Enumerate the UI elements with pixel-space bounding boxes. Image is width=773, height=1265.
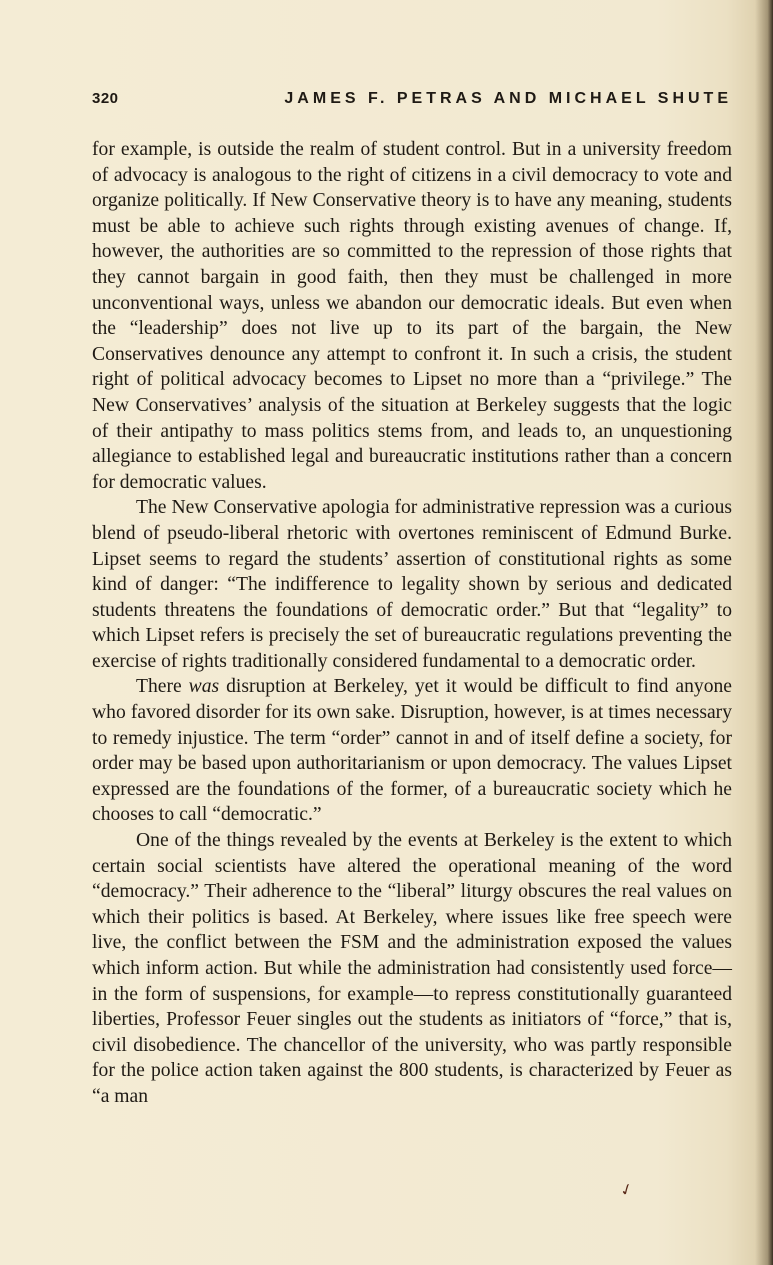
emphasis-was: was — [188, 676, 220, 698]
paragraph-1: for example, is outside the realm of student control. But in a university freedom of advocacy is analogous to the right of citizens in a civil democracy to vote and organize politically. If New Conservative theory is to have any meaning, students must be able to achieve such rights through existing avenues of change. If, however, the authorities are so committed to the repression of those rights that they cannot bargain in good faith, then they must be challenged in more unconventional ways, unless we abandon our democratic ideals. But even when the “leadership” does not live up to its part of the bargain, the New Conservatives denounce any attempt to confront it. In such a crisis, the student right of political advocacy becomes to Lipset no more than a “privilege.” The New Conservatives’ analysis of the situation at Berkeley suggests that the logic of their antipathy to mass politics stems from, and leads to, an unquestioning allegiance to established legal and bureaucratic institutions rather than a concern for democratic values. — [92, 139, 732, 493]
binding-edge-shadow — [755, 0, 773, 1265]
paragraph-3 — [92, 674, 732, 828]
paragraph-2: The New Conservative apologia for administrative repression was a curious blend of pseudo-liberal rhetoric with overtones reminiscent of Edmund Burke. Lipset seems to regard the students’ assertion of constitutional rights as some kind of danger: “The indifference to legality shown by serious and dedicated students threatens the foundations of democratic order.” But that “legality” to which Lipset refers is precisely the set of bureaucratic regulations preventing the exercise of rights traditionally considered fundamental to a democratic order. — [92, 497, 732, 672]
paragraph-3-lead: There — [136, 676, 189, 698]
paragraph-4: One of the things revealed by the events at Berkeley is the extent to which certain social scientists have altered the operational meaning of the word “democracy.” Their adherence to the “liberal” liturgy obscures the real values on which their politics is based. At Berkeley, where issues like free speech were live, the conflict between the FSM and the administration exposed the values which inform action. But while the administration had consistently used force—in the form of suspensions, for example—to repress constitutionally guaranteed liberties, Professor Feuer singles out the students as initiators of “force,” that is, civil disobedience. The chancellor of the university, who was partly responsible for the police action taken against the 800 students, is characterized by Feuer as “a man — [92, 830, 732, 1107]
page-number: 320 — [92, 90, 119, 107]
body-text — [92, 137, 732, 1110]
pencil-mark-icon: ✓ — [617, 1180, 637, 1201]
running-head: JAMES F. PETRAS AND MICHAEL SHUTE — [284, 90, 732, 107]
page-header — [92, 90, 732, 114]
paragraph-3-rest: disruption at Berkeley, yet it would be difficult to find anyone who favored disorder for its own sake. Disruption, however, is at times necessary to remedy injustice. The term “order” cannot in and of itself define a society, for order may be based upon authoritarianism or upon democracy. The values Lipset expressed are the foundations of the former, of a bureaucratic society which he chooses to call “democratic.” — [92, 676, 732, 826]
